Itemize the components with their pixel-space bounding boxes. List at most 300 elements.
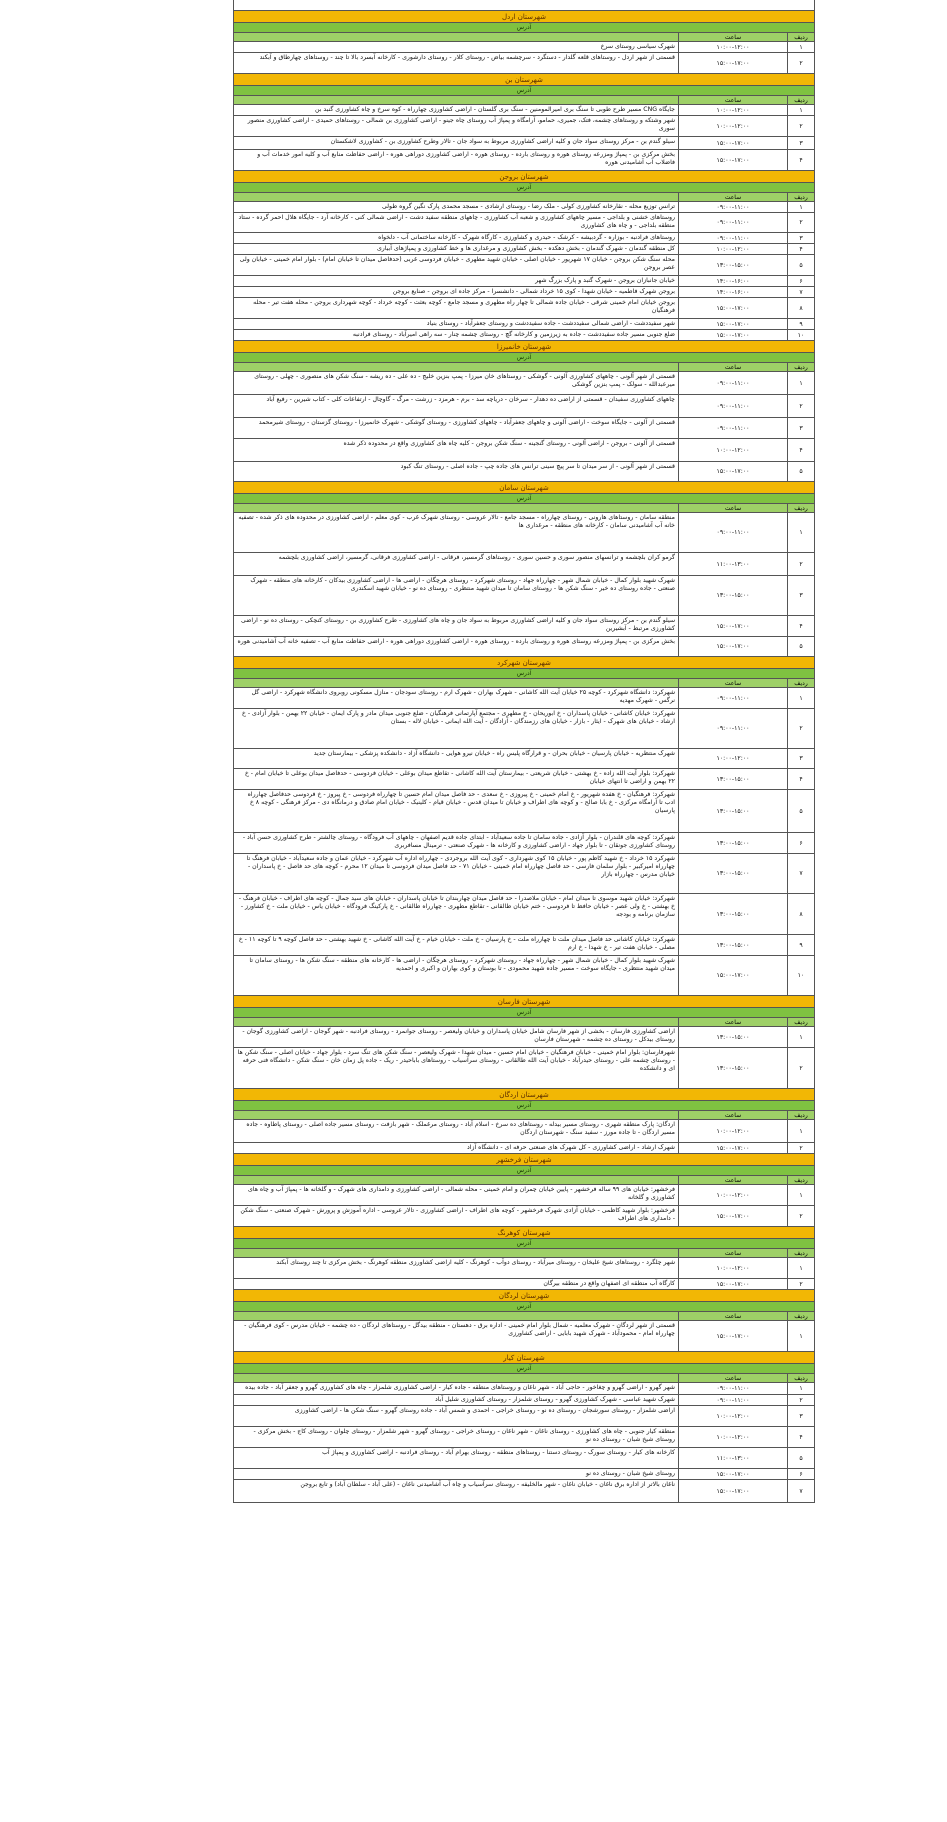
row-number-cell: ۳ <box>787 1406 814 1426</box>
row-number-cell: ۴ <box>787 244 814 254</box>
row-number-cell: ۱ <box>787 372 814 394</box>
city-section <box>233 1227 815 1290</box>
address-header-row <box>233 183 815 193</box>
row-number-cell: ۴ <box>787 1427 814 1447</box>
time-cell: ۱۵:۰۰-۱۷:۰۰ <box>678 1206 787 1226</box>
row-number-cell: ۶ <box>787 833 814 853</box>
row-number-cell: ۵ <box>787 255 814 275</box>
table-row <box>233 956 815 996</box>
row-number-cell: ۱ <box>787 42 814 52</box>
city-name: شهرستان اردگان <box>233 1089 815 1101</box>
time-cell: ۰۹:۰۰-۱۱:۰۰ <box>678 213 787 232</box>
city-section <box>233 996 815 1089</box>
time-cell: ۱۵:۰۰-۱۷:۰۰ <box>678 462 787 481</box>
time-column-header: ساعت <box>678 1018 787 1026</box>
table-row <box>233 749 815 769</box>
time-column-header: ساعت <box>678 1374 787 1382</box>
table-row <box>233 1120 815 1143</box>
row-number-cell: ۱ <box>787 1383 814 1394</box>
address-cell: قسمتی از آلونی - بروجن - اراضی آلونی - روستای گنجینه - سنگ شکن بروجن - کلیه چاه های کشاورزی واقع در محدوده ذکر شده <box>343 440 675 447</box>
row-number-cell: ۱ <box>787 1258 814 1278</box>
address-cell: گرمو کران بلچشمه و ترانسهای منصور سوری و حسین سوری - روستاهای گرمسیر، فرقانی - اراضی کشاورزی فرقانی، گرمسیر، اراضی کشاورزی بلچشمه <box>278 554 675 561</box>
address-cell: روستاهای خشنی و بلداجی - مسیر چاههای کشاورزی و شعبه آب کشاورزی - چاههای منطقه سفید دشت - اراضی شمالی کنی - کارخانه آرد - جایگاه هلال احمر گرده - ستاد منطقه بلداجی - و چاه های کشاورزی <box>238 214 675 229</box>
time-column-header: ساعت <box>678 1312 787 1320</box>
table-row <box>233 53 815 74</box>
table-row <box>233 854 815 894</box>
row-number-cell: ۱ <box>787 202 814 212</box>
address-cell: شهرک شهید عباسی - شهرک کشاورزی گهرو - روستای شلمزار - روستای کشاورزی شلیل آباد <box>435 1396 675 1403</box>
city-name: شهرستان خانمیرزا <box>233 341 815 353</box>
city-name: شهرستان سامان <box>233 482 815 494</box>
table-row <box>233 395 815 418</box>
address-cell: روستای شیخ شبان - روستای ده نو <box>586 1470 675 1477</box>
address-header-row <box>233 1008 815 1018</box>
address-cell: شهرکرد: خیابان کاشانی حد فاصل میدان ملت تا چهارراه ملت - خ پارسیان - خ ملت - خیابان خیام - خ آیت الله کاشانی - خ شهید بهشتی - حد فاصل کوچه ۹ تا کوچه ۱۱ - خ مصلی - خیابان هفت تیر - خ شهدا - خ ارم <box>238 936 675 951</box>
column-header-row <box>233 1249 815 1258</box>
address-cell: قسمتی از شهر آلونی - چاههای کشاورزی آلونی - گوشکی - روستاهای خان میرزا - پمپ بنزین خلیج - ده علی - ده ریشه - سنگ شکن های منصوری - چهلی - روستای میرعبدالله - سولک - پمپ بنزین گوشکی <box>254 373 675 388</box>
table-row <box>233 513 815 553</box>
time-cell: ۱۰:۰۰-۱۲:۰۰ <box>678 1258 787 1278</box>
address-header: آدرس <box>234 669 814 679</box>
table-row <box>233 637 815 657</box>
city-section <box>233 1290 815 1352</box>
time-cell: ۱۳:۰۰-۱۵:۰۰ <box>678 833 787 853</box>
address-column-spacer <box>234 1111 678 1119</box>
time-cell: ۱۳:۰۰-۱۵:۰۰ <box>678 894 787 934</box>
time-cell: ۰۹:۰۰-۱۱:۰۰ <box>678 1383 787 1394</box>
row-column-header: ردیف <box>787 363 814 371</box>
row-number-cell: ۳ <box>787 749 814 768</box>
table-row <box>233 287 815 298</box>
time-cell: ۱۵:۰۰-۱۷:۰۰ <box>678 53 787 73</box>
row-number-cell: ۹ <box>787 935 814 955</box>
city-section <box>233 11 815 74</box>
address-cell: شهرکرد: کوچه های قلندران - بلوار آزادی - جاده سامان تا جاده سعیدآباد - ابتدای جاده قدیم اصفهان - چاههای آب فرودگاه - روستای چالشتر - طرح کشاورزی حسن آباد - روستای کشاورزی جونقان - تا بلوار جهاد - اراضی کشاورزی و کارخانه ها - شهرک صنعتی - ترمینال مسافربری <box>242 834 675 849</box>
time-column-header: ساعت <box>678 193 787 201</box>
row-number-cell: ۴ <box>787 769 814 789</box>
row-number-cell: ۳ <box>787 233 814 243</box>
address-cell: منطقه کیار جنوبی - چاه های کشاورزی - روستای ناغان - شهر ناغان - روستای خراجی - روستای گهرو - شهر شلمزار - روستای چلوان - روستای کاج - بخش مرکزی - روستای شیخ شبان - روستای ده نو <box>253 1428 675 1443</box>
table-row <box>233 709 815 749</box>
address-header: آدرس <box>234 353 814 363</box>
time-cell: ۱۵:۰۰-۱۷:۰۰ <box>678 137 787 149</box>
address-cell: فرخشهر: خیابان های ۹۹ ساله فرخشهر - پایین خیابان چمران و امام خمینی - محله شمالی - اراضی کشاورزی و دامداری های شهرک - و گلخانه ها - پمپاژ آب و چاه های کشاورزی و گلخانه <box>247 1186 675 1201</box>
row-column-header: ردیف <box>787 1249 814 1257</box>
city-section <box>233 341 815 482</box>
table-row <box>233 213 815 233</box>
table-row <box>233 150 815 171</box>
address-cell: شهر چلگرد - روستاهای شیخ علیخان - روستای میرآباد - روستای دوآب - کوهرنگ - کلیه اراضی کشاورزی منطقه کوهرنگ - بخش مرکزی تا چند روستای آبکند <box>276 1259 675 1266</box>
row-number-cell: ۱ <box>787 513 814 552</box>
time-cell: ۰۹:۰۰-۱۱:۰۰ <box>678 202 787 212</box>
row-column-header: ردیف <box>787 504 814 512</box>
time-cell: ۱۰:۰۰-۱۲:۰۰ <box>678 1406 787 1426</box>
address-cell: منطقه سامان - روستاهای هارونی - روستای چهارراه - مسجد جامع - تالار عروسی - روستای شهرک غرب - کوی معلم - اراضی کشاورزی در محدوده های ذکر شده - تصفیه خانه آب آشامیدنی سامان - کارخانه های منطقه - مرغداری ها <box>238 514 675 529</box>
table-row <box>233 233 815 244</box>
table-row <box>233 1383 815 1395</box>
city-name: شهرستان بن <box>233 74 815 86</box>
row-number-cell: ۱ <box>787 1185 814 1205</box>
time-cell: ۱۰:۰۰-۱۲:۰۰ <box>678 1120 787 1142</box>
time-column-header: ساعت <box>678 679 787 687</box>
row-number-cell: ۲ <box>787 395 814 417</box>
time-cell: ۱۳:۰۰-۱۵:۰۰ <box>678 1048 787 1088</box>
address-header: آدرس <box>234 23 814 33</box>
table-row <box>233 298 815 319</box>
address-column-spacer <box>234 679 678 687</box>
address-column-spacer <box>234 1312 678 1320</box>
row-column-header: ردیف <box>787 1111 814 1119</box>
city-name: شهرستان بروجن <box>233 171 815 183</box>
address-header: آدرس <box>234 1239 814 1249</box>
address-cell: بخش مرکزی بن - پمپاژ ومزرعه روستای هوره و روستای بارده - روستای هوره - اراضی کشاورزی دوراهی هوره - اراضی حفاظت منابع آب - تصفیه خانه آب آشامیدنی هوره <box>237 638 675 645</box>
address-header-row <box>233 86 815 96</box>
row-number-cell: ۶ <box>787 1469 814 1479</box>
table-row <box>233 137 815 150</box>
row-number-cell: ۱ <box>787 1120 814 1142</box>
table-row <box>233 1143 815 1154</box>
address-cell: روستاهای فرادنبه - بوزاره - گردبیشه - کرشک - حیدری و کشاورزی - کارگاه شهرک - کارخانه ساختمانی آب - دلخواه <box>378 234 675 241</box>
address-column-spacer <box>234 193 678 201</box>
row-number-cell: ۳ <box>787 137 814 149</box>
table-row <box>233 462 815 482</box>
time-cell: ۱۳:۰۰-۱۵:۰۰ <box>678 854 787 893</box>
time-cell: ۰۹:۰۰-۱۱:۰۰ <box>678 709 787 748</box>
address-header: آدرس <box>234 1008 814 1018</box>
time-cell: ۱۳:۰۰-۱۵:۰۰ <box>678 790 787 832</box>
address-cell: جایگاه CNG مسیر طرح طوبی تا سنگ بری امیرالمومنین - سنگ بری گلستان - اراضی کشاورزی چهارراه - کوه سرخ و چاه کشاورزی گنبد بن <box>314 106 675 113</box>
row-column-header: ردیف <box>787 33 814 41</box>
address-column-spacer <box>234 504 678 512</box>
time-cell: ۱۰:۰۰-۱۲:۰۰ <box>678 116 787 136</box>
row-number-cell: ۷ <box>787 1480 814 1502</box>
sections-container <box>233 11 815 1503</box>
time-cell: ۱۵:۰۰-۱۷:۰۰ <box>678 637 787 656</box>
row-number-cell: ۱ <box>787 688 814 708</box>
column-header-row <box>233 1176 815 1185</box>
row-number-cell: ۱ <box>787 105 814 115</box>
address-column-spacer <box>234 1018 678 1026</box>
address-header-row <box>233 1364 815 1374</box>
address-cell: بروجن خیابان امام خمینی شرقی - خیابان جاده شمالی تا چهار راه مطهری و مسجد جامع - کوچه بعثت - کوچه خرداد - کوچه شهرداری بروجن - محله هفت تیر - محله فرهنگیان <box>253 299 675 314</box>
row-number-cell: ۸ <box>787 894 814 934</box>
time-cell: ۱۵:۰۰-۱۷:۰۰ <box>678 616 787 636</box>
row-number-cell: ۴ <box>787 150 814 170</box>
address-column-spacer <box>234 1374 678 1382</box>
row-number-cell: ۱۰ <box>787 330 814 340</box>
address-cell: قسمتی از شهر اردل - روستاهای قلعه گلدار - دستگرد - سرچشمه بیاض - روستای کلار - روستای دارشوری - کارخانه آبسرد بالا تا چند - روستاهای چهارطاق و آبکند <box>259 54 675 61</box>
table-row <box>233 1395 815 1406</box>
row-number-cell: ۷ <box>787 854 814 893</box>
address-cell: شهرکرد: دانشگاه شهرکرد - کوچه ۲۵ خیابان آیت الله کاشانی - شهرک بهاران - شهرک ارم - روستای سودجان - منازل مسکونی روبروی دانشگاه شهرکرد - اراضی گل نرگس - شهرک مهدیه <box>251 689 675 704</box>
time-cell: ۰۹:۰۰-۱۱:۰۰ <box>678 418 787 438</box>
address-column-spacer <box>234 363 678 371</box>
address-header-row <box>233 494 815 504</box>
row-number-cell: ۶ <box>787 276 814 286</box>
row-number-cell: ۳ <box>787 576 814 615</box>
address-cell: شهرکرد: خیابان کاشانی - خیابان پاسداران - خ ابوریحان - خ مطهری - مجتمع آپارتمانی فرهنگیان - ضلع جنوبی میدان مادر و پارک ایمان - خیابان ۲۲ بهمن - بلوار آزادی - خ ارشاد - خیابان های شهرک - ایثار - بازار - خیابان های رزمندگان - آزادگان - آیت الله ایمانی - خیابان لاله - بستان <box>241 710 675 725</box>
table-row <box>233 553 815 576</box>
address-cell: شهر سفیددشت - اراضی شمالی سفیددشت - جاده سفیددشت و روستای جعفرآباد - روستای بنیاد <box>426 320 675 327</box>
address-cell: ناغان بالاتر از اداره برق ناغان - خیابان ناغان - شهر مالخلیفه - روستای سرآسیاب و چاه آب آشامیدنی ناغان - (علی آباد - سلطان آباد) و تابع بروجن <box>300 1481 675 1488</box>
city-name: شهرستان کوهرنگ <box>233 1227 815 1239</box>
time-cell: ۱۵:۰۰-۱۷:۰۰ <box>678 330 787 340</box>
address-cell: شهرکرد: خیابان شهید موسوی تا میدان امام - خیابان ملاصدرا - حد فاصل میدان چهاربندان تا خیابان پاسداران - خیابان های سید جمال - کوچه های اطراف - خیابان فرهنگ - خ بهشتی - خ ولی عصر - خیابان حافظ تا فردوسی - ختم خیابان طالقانی - تقاطع مطهری - چهارراه طالقانی - خ پارکینگ فرودگاه - خیابان یاس - خیابان ملت - خ کشاورز - سازمان برنامه و بودجه <box>238 895 675 918</box>
address-cell: اراضی کشاورزی فارسان - بخشی از شهر فارسان شامل خیابان پاسداران و خیابان ولیعصر - روستای جوانمرد - روستای فرادنبه - شهر گوجان - اراضی کشاورزی گوجان - روستای بیدکل - روستای ده چشمه - شهرستان فارسان <box>242 1028 675 1043</box>
address-column-spacer <box>234 1176 678 1184</box>
address-cell: بخش مرکزی بن - پمپاژ ومزرعه روستای هوره و روستای بارده - روستای هوره - اراضی کشاورزی دوراهی هوره - اراضی حفاظت منابع آب و کلیه امور خدمات آب و فاضلاب آب آشامیدنی هوره <box>257 151 675 166</box>
table-row <box>233 769 815 790</box>
address-header-row <box>233 23 815 33</box>
time-cell: ۱۳:۰۰-۱۵:۰۰ <box>678 935 787 955</box>
address-cell: شهرکرد ۱۵ خرداد - خ شهید کاظم پور - خیابان ۱۵ کوی شهرداری - کوی آیت الله بروجردی - چهارراه اداره آب شهرکرد - خیابان عمان و جاده سعیدآباد - خیابان فرهنگ تا چهارراه امیرکبیر - بلوار سلمان فارسی - حد فاصل چهارراه امام خمینی - خیابان ۷۱ - حد فاصل میدان فردوسی تا میدان ۱۲ محرم - کوچه های حد فاصل - خ پاسداران - خیابان مدرس - چهارراه بازار <box>246 855 675 878</box>
table-row <box>233 833 815 854</box>
table-row <box>233 1321 815 1352</box>
address-cell: سیلو گندم بن - مرکز روستای سواد جان و کلیه اراضی کشاورزی مربوط به سواد جان - تالار وطرح کشاورزی بن - کشاورزی لاشکستان <box>330 138 675 145</box>
city-section <box>233 74 815 171</box>
column-header-row <box>233 1312 815 1321</box>
address-cell: بروجن شهرک فاطمیه - خیابان شهدا - کوی ۱۵ خرداد شمالی - دانشسرا - مرکز جاده ای بروجن - صنایع بروجن <box>392 288 675 295</box>
address-header: آدرس <box>234 1302 814 1312</box>
time-column-header: ساعت <box>678 1176 787 1184</box>
address-cell: قسمتی از شهر لردگان - شهرک معلمیه - شمال بلوار امام خمینی - اداره برق - دهستان - منطقه بیدگل - روستاهای لردگان - ده چشمه - خیابان مدرس - کوی فرهنگیان - چهارراه امام - محمودآباد - شهرک شهید بابایی - اراضی کشاورزی <box>244 1322 675 1337</box>
city-section <box>233 171 815 341</box>
city-section <box>233 482 815 657</box>
table-row <box>233 202 815 213</box>
row-number-cell: ۲ <box>787 213 814 232</box>
time-cell: ۱۰:۰۰-۱۲:۰۰ <box>678 749 787 768</box>
table-row <box>233 935 815 956</box>
city-name: شهرستان لردگان <box>233 1290 815 1302</box>
time-cell: ۱۱:۰۰-۱۳:۰۰ <box>678 1448 787 1468</box>
row-number-cell: ۱ <box>787 1321 814 1351</box>
row-column-header: ردیف <box>787 679 814 687</box>
table-row <box>233 330 815 341</box>
address-header-row <box>233 353 815 363</box>
row-number-cell: ۵ <box>787 462 814 481</box>
row-number-cell: ۵ <box>787 1448 814 1468</box>
row-number-cell: ۴ <box>787 616 814 636</box>
address-cell: شهرکرد: فرهنگیان - خ هفده شهریور - خ امام خمینی - خ پیروزی - خ سعدی - حد فاصل میدان امام حسین تا چهارراه فردوسی - خ پیروز - خ فردوسی حدفاصل چهارراه ادب تا آرامگاه مرکزی - خ بابا صالح - و کوچه های اطراف و خیابان تا میدان قدس - خیابان قیام - کلینیک - خیابان امام صادق و درمانگاه دی - مرکز فرهنگی - کوچه ۸ خ پارسیان <box>247 791 675 814</box>
column-header-row <box>233 363 815 372</box>
time-cell: ۱۰:۰۰-۱۲:۰۰ <box>678 439 787 461</box>
row-number-cell: ۸ <box>787 298 814 318</box>
address-header-row <box>233 1239 815 1249</box>
table-row <box>233 42 815 53</box>
address-header-row <box>233 1101 815 1111</box>
table-row <box>233 790 815 833</box>
row-number-cell: ۱ <box>787 1027 814 1047</box>
row-column-header: ردیف <box>787 1374 814 1382</box>
city-name: شهرستان اردل <box>233 11 815 23</box>
address-cell: شهرفارسان: بلوار امام خمینی - خیابان فرهنگیان - خیابان امام حسین - میدان شهدا - شهرک ولیعصر - سنگ شکن های تنگ سرد - بلوار جهاد - خیابان اصلی - سنگ شکن ها - روستای چشمه علی - روستای حیدرآباد - خیابان آیت الله طالقانی - روستای سرآسیاب - روستاهای باباحیدر - ریک - جاده پل زمان خان - سنگ شکن - دانشگاه فنی حرفه ای و دانشکده <box>237 1049 675 1072</box>
address-cell: ضلع جنوبی مسیر جاده سفیددشت - جاده به زیرزمین و کارخانه گچ - روستای چشمه چنار - سه راهی امیرآباد - روستای فرادنبه <box>352 331 675 338</box>
table-row <box>233 894 815 935</box>
column-header-row <box>233 193 815 202</box>
address-header: آدرس <box>234 494 814 504</box>
time-cell: ۱۵:۰۰-۱۷:۰۰ <box>678 1321 787 1351</box>
time-cell: ۱۳:۰۰-۱۵:۰۰ <box>678 255 787 275</box>
time-cell: ۰۹:۰۰-۱۱:۰۰ <box>678 233 787 243</box>
table-row <box>233 616 815 637</box>
row-number-cell: ۷ <box>787 287 814 297</box>
table-row <box>233 244 815 255</box>
address-cell: چاههای کشاورزی سفیدان - قسمتی از اراضی ده دهدار - سرخان - دریاچه سد - برم - هرمزد - زرشت - مرگ - گاوچال - ارتفاعات کلی - کتاب شیرین - رفیع آباد <box>266 396 675 403</box>
address-cell: خیابان جانبازان بروجن - شهرک گنبد و پارک بزرگ شهر <box>535 277 675 284</box>
time-cell: ۱۵:۰۰-۱۷:۰۰ <box>678 1480 787 1502</box>
time-cell: ۱۰:۰۰-۱۲:۰۰ <box>678 244 787 254</box>
time-cell: ۱۵:۰۰-۱۷:۰۰ <box>678 298 787 318</box>
table-row <box>233 1258 815 1279</box>
time-cell: ۰۹:۰۰-۱۱:۰۰ <box>678 395 787 417</box>
time-cell: ۱۰:۰۰-۱۲:۰۰ <box>678 42 787 52</box>
table-row <box>233 1448 815 1469</box>
address-cell: شهرک شهید بلوار کمال - خیابان شمال شهر - چهارراه جهاد - روستای شهرکرد - روستای هرچگان - اراضی ها - اراضی کشاورزی بیدکان - کارخانه های منطقه - شهرک صنعتی - جاده روستای ده خیر - سنگ شکن ها - روستای سامان تا میدان شهید منتظری - روستای ده نو - خیابان شهید اسکندری <box>250 577 675 592</box>
row-number-cell: ۲ <box>787 1206 814 1226</box>
row-column-header: ردیف <box>787 1018 814 1026</box>
address-cell: محله سنگ شکن بروجن - خیابان ۱۷ شهریور - خیابان اصلی - خیابان شهید مطهری - خیابان فردوسی غربی (حدفاصل میدان تا خیابان امام) - بلوار امام خمینی - خیابان ولی عصر بروجن <box>239 256 675 271</box>
row-number-cell: ۹ <box>787 319 814 329</box>
address-cell: کارخانه های کیار - روستای سورک - روستای دستنا - روستاهای منطقه - روستای بهرام آباد - روستای فرادنبه - اراضی کشاورزی و پمپاژ آب <box>322 1449 675 1456</box>
address-cell: سیلو گندم بن - مرکز روستای سواد جان و کلیه اراضی کشاورزی مربوط به سواد جان و چاه های کشاورزی - طرح کشاورزی بن - روستای کنچکی - روستای ده نو - اراضی کشاورزی مرتبط - آبشیرین <box>240 617 675 632</box>
column-header-row <box>233 1374 815 1383</box>
time-cell: ۱۵:۰۰-۱۷:۰۰ <box>678 1143 787 1153</box>
table-row <box>233 688 815 709</box>
row-column-header: ردیف <box>787 1312 814 1320</box>
address-cell: قسمتی از آلونی - جایگاه سوخت - اراضی آلونی و چاههای جعفرآباد - چاههای کشاورزی - روستای گوشکی - شهرک خانمیرزا - روستای گزستان - روستای شیرمحمد <box>258 419 675 426</box>
outage-schedule-sheet <box>233 0 815 1503</box>
row-number-cell: ۲ <box>787 116 814 136</box>
time-column-header: ساعت <box>678 1249 787 1257</box>
city-section <box>233 1154 815 1227</box>
column-header-row <box>233 1018 815 1027</box>
row-number-cell: ۲ <box>787 53 814 73</box>
address-cell: شهرک سیاسی روستای سرخ <box>600 43 675 50</box>
time-column-header: ساعت <box>678 1111 787 1119</box>
row-number-cell: ۲ <box>787 1395 814 1405</box>
column-header-row <box>233 33 815 42</box>
table-row <box>233 439 815 462</box>
time-cell: ۱۰:۰۰-۱۲:۰۰ <box>678 105 787 115</box>
row-number-cell: ۲ <box>787 1048 814 1088</box>
city-name: شهرستان شهرکرد <box>233 657 815 669</box>
table-row <box>233 576 815 616</box>
address-header-row <box>233 1166 815 1176</box>
city-name: شهرستان فارسان <box>233 996 815 1008</box>
table-row <box>233 418 815 439</box>
address-cell: کل منطقه گندمان - شهرک گندمان - بخش دهکده - بخش کشاورزی و مرغداری ها و خط کشاورزی و پمپاژهای آبیاری <box>376 245 675 252</box>
table-row <box>233 1206 815 1227</box>
address-cell: شهر گهرو - اراضی گهرو و چغاخور - حاجی آباد - شهر ناغان و روستاهای منطقه - جاده کیار - اراضی کشاورزی شلمزار - چاه های کشاورزی گهرو و جعفر آباد - جاده بیده <box>245 1384 675 1391</box>
time-column-header: ساعت <box>678 363 787 371</box>
address-header: آدرس <box>234 1364 814 1374</box>
column-header-row <box>233 1111 815 1120</box>
table-row <box>233 105 815 116</box>
address-header: آدرس <box>234 86 814 96</box>
address-cell: قسمتی از شهر آلونی - از سر میدان تا سر پیچ سینی ترانس های جاده چپ - جاده اصلی - روستای تنگ کبود <box>400 463 675 470</box>
time-cell: ۱۳:۰۰-۱۵:۰۰ <box>678 769 787 789</box>
time-cell: ۱۳:۰۰-۱۵:۰۰ <box>678 1027 787 1047</box>
address-column-spacer <box>234 96 678 104</box>
row-number-cell: ۲ <box>787 553 814 575</box>
column-header-row <box>233 504 815 513</box>
table-row <box>233 1469 815 1480</box>
row-number-cell: ۲ <box>787 1143 814 1153</box>
city-name: شهرستان کیار <box>233 1352 815 1364</box>
table-row <box>233 1480 815 1503</box>
time-cell: ۰۹:۰۰-۱۱:۰۰ <box>678 688 787 708</box>
table-row <box>233 1406 815 1427</box>
time-cell: ۱۵:۰۰-۱۷:۰۰ <box>678 150 787 170</box>
time-cell: ۰۹:۰۰-۱۱:۰۰ <box>678 513 787 552</box>
address-cell: اراضی شلمزار - روستای سورشجان - روستای ده نو - روستای خراجی - احمدی و شمس آباد - جاده روستای گهرو - سنگ شکن ها - اراضی کشاورزی <box>294 1407 675 1414</box>
time-cell: ۱۴:۰۰-۱۶:۰۰ <box>678 287 787 297</box>
time-column-header: ساعت <box>678 33 787 41</box>
time-cell: ۰۹:۰۰-۱۱:۰۰ <box>678 1395 787 1405</box>
row-number-cell: ۲ <box>787 709 814 748</box>
time-cell: ۱۵:۰۰-۱۷:۰۰ <box>678 1469 787 1479</box>
table-row <box>233 372 815 395</box>
address-header: آدرس <box>234 183 814 193</box>
time-cell: ۰۹:۰۰-۱۱:۰۰ <box>678 372 787 394</box>
table-row <box>233 1027 815 1048</box>
sheet-top-margin <box>233 0 815 11</box>
address-cell: کارگاه آب منطقه ای اصفهان واقع در منطقه بیرگان <box>543 1280 675 1287</box>
address-cell: شهرک ارشاد - اراضی کشاورزی - کل شهرک های صنعتی حرفه ای - دانشگاه آزاد <box>466 1144 675 1151</box>
address-cell: ترانس توزیع محله - نقارخانه کشاورزی کولی - ملک رضا - روستای ارشادی - مسجد محمدی پارک نگین گروه طولی <box>382 203 675 210</box>
row-column-header: ردیف <box>787 193 814 201</box>
address-cell: شهرک شهید بلوار کمال - خیابان شمال شهر - چهارراه جهاد - روستای شهرکرد - روستای هرچگان - اراضی ها - کارخانه های منطقه - سنگ شکن ها - روستای سامان تا میدان شهید منتظری - جایگاه سوخت - مسیر جاده شهید محمودی - تا بوستان و کوی بهاران و اکبری و احمدیه <box>249 957 675 972</box>
row-number-cell: ۵ <box>787 790 814 832</box>
table-row <box>233 319 815 330</box>
time-column-header: ساعت <box>678 504 787 512</box>
row-number-cell: ۲ <box>787 1279 814 1289</box>
row-number-cell: ۵ <box>787 637 814 656</box>
column-header-row <box>233 96 815 105</box>
address-header: آدرس <box>234 1101 814 1111</box>
time-column-header: ساعت <box>678 96 787 104</box>
address-column-spacer <box>234 1249 678 1257</box>
table-row <box>233 116 815 137</box>
column-header-row <box>233 679 815 688</box>
row-number-cell: ۴ <box>787 439 814 461</box>
time-cell: ۱۱:۰۰-۱۳:۰۰ <box>678 553 787 575</box>
row-number-cell: ۱۰ <box>787 956 814 995</box>
table-row <box>233 1427 815 1448</box>
table-row <box>233 255 815 276</box>
time-cell: ۱۳:۰۰-۱۵:۰۰ <box>678 576 787 615</box>
table-row <box>233 1279 815 1290</box>
table-row <box>233 1048 815 1089</box>
city-section <box>233 1089 815 1154</box>
address-cell: فرخشهر: بلوار شهید کاظمی - خیابان آزادی شهرک فرخشهر - کوچه های اطراف - اراضی کشاورزی - تالار عروسی - اداره آموزش و پرورش - شهرک صنعتی - سنگ شکن - دامداری های اطراف <box>240 1207 675 1222</box>
row-column-header: ردیف <box>787 96 814 104</box>
address-header-row <box>233 669 815 679</box>
time-cell: ۱۵:۰۰-۱۷:۰۰ <box>678 956 787 995</box>
time-cell: ۱۵:۰۰-۱۷:۰۰ <box>678 319 787 329</box>
address-cell: شهرکرد: بلوار آیت الله زاده - خ بهشتی - خیابان شریعتی - بیمارستان آیت الله کاشانی - تقاطع میدان بوعلی - خیابان فردوسی - حدفاصل میدان بوعلی تا خیابان امام - خ ۲۲ بهمن و اراضی تا انتهای خیابان <box>244 770 675 785</box>
city-section <box>233 657 815 996</box>
city-section <box>233 1352 815 1503</box>
row-column-header: ردیف <box>787 1176 814 1184</box>
table-row <box>233 1185 815 1206</box>
address-cell: اردگان: پارک منطقه شهری - روستای مسیر بیدله - روستاهای ده سرخ - اسلام آباد - روستای مرغملک - شهر بازفت - روستای مسیر جاده اصلی - روستای پاطاوه - جاده مسیر اردگان - تا جاده مورز - سفید سنگ - شهرستان اردگان <box>246 1121 675 1136</box>
time-cell: ۱۵:۰۰-۱۷:۰۰ <box>678 1279 787 1289</box>
row-number-cell: ۳ <box>787 418 814 438</box>
address-cell: شهر وشتکه و روستاهای چشمه، فتک، جمیری، حمامو، آرامگاه و پمپاژ آب روستای چاه جینو - اراضی کشاورزی بن شمالی - روستاهای حمیدی - اراضی کشاورزی منصور سوری <box>247 117 675 132</box>
time-cell: ۱۴:۰۰-۱۶:۰۰ <box>678 276 787 286</box>
address-header: آدرس <box>234 1166 814 1176</box>
